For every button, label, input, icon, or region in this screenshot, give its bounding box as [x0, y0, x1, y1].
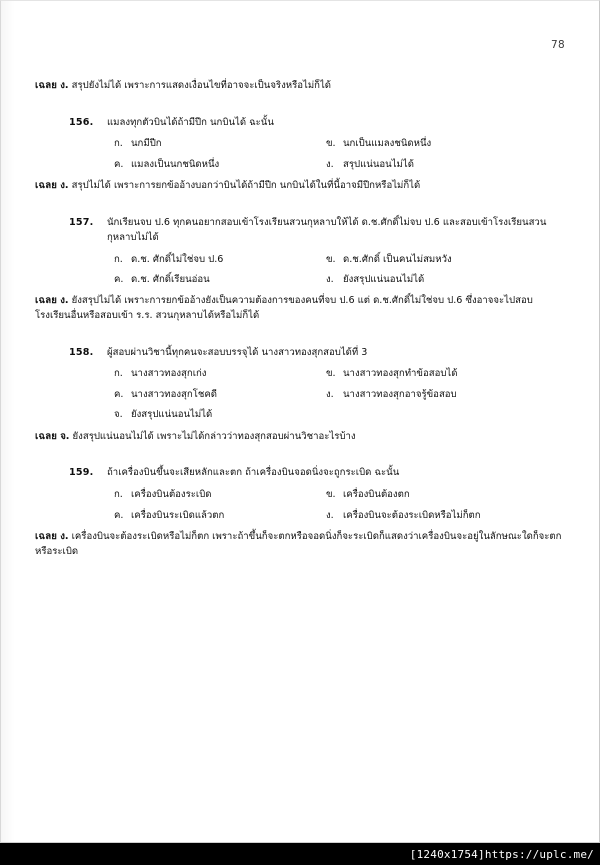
question-block: [35, 216, 567, 324]
choice-option-c[interactable]: [114, 509, 323, 522]
choice-row: [114, 367, 567, 380]
page-number: 78: [551, 39, 565, 51]
choice-label: ข.: [326, 138, 336, 150]
choice-option-c[interactable]: [114, 273, 323, 286]
question-stem: แมลงทุกตัวบินได้ถ้ามีปีก นกบินได้ ฉะนั้น: [107, 116, 274, 128]
choice-row: [114, 158, 567, 171]
choice-label: ก.: [114, 489, 123, 501]
question-block: [35, 466, 567, 559]
choice-text: นกเป็นแมลงชนิดหนึ่ง: [343, 138, 432, 150]
choice-label: ค.: [114, 274, 124, 285]
answer-explanation-text: สรุปยังไม่ได้ เพราะการแสดงเงื่อนไขที่อาจจะเป็นจริงหรือไม่ก็ได้: [71, 80, 332, 91]
choice-row: [114, 509, 567, 522]
choice-label: ง.: [326, 388, 334, 400]
page-content: [1, 79, 600, 559]
answer-explanation-text: สรุปไม่ได้ เพราะการยกข้ออ้างบอกว่าบินได้ถ้ามีปีก นกบินได้ในที่นี้อาจมีปีกหรือไม่ก็ได้: [71, 180, 421, 192]
choice-text: แมลงเป็นนกชนิดหนึ่ง: [131, 158, 220, 170]
choice-text: เครื่องบินต้องตก: [343, 489, 410, 501]
choice-row: [114, 253, 567, 266]
choice-label: ข.: [326, 253, 336, 265]
question-heading: [69, 216, 567, 246]
choice-list: [114, 367, 567, 421]
choice-text: สรุปแน่นอนไม่ได้: [343, 158, 414, 170]
question-number: 157.: [69, 216, 94, 228]
question-heading: [69, 346, 567, 361]
choice-label: จ.: [114, 409, 123, 421]
choice-row: [114, 488, 567, 501]
choice-option-c[interactable]: [114, 388, 323, 401]
choice-option-b[interactable]: [323, 253, 567, 266]
choice-row: [114, 388, 567, 401]
choice-option-d[interactable]: [323, 158, 567, 171]
answer-lead-label: เฉลย: [35, 295, 58, 307]
answer-explanation-text: ยังสรุปไม่ได้ เพราะการยกข้ออ้างยังเป็นความต้องการของคนที่จบ ป.6 แต่ ด.ช.ศักดิ์ไม่ใช่จบ ป.6 ซึ่งอาจจะไปสอบโรงเรียนอื่นหรือสอบเข้า ร.ร. สวนกุหลาบได้หรือไม่ก็ได้: [35, 295, 533, 321]
answer-explanation: [35, 530, 567, 559]
choice-label: ค.: [114, 158, 124, 170]
question-heading: [69, 116, 567, 131]
choice-text: นางสาวทองสุกโชคดี: [131, 388, 218, 400]
answer-choice-key: จ.: [60, 430, 70, 442]
question-stem: ถ้าเครื่องบินขึ้นจะเสียหลักและตก ถ้าเครื่องบินจอดนิ่งจะถูกระเบิด ฉะนั้น: [107, 467, 400, 479]
choice-option-d[interactable]: [323, 273, 567, 286]
answer-lead-label: เฉลย: [35, 180, 58, 192]
question-number: 159.: [69, 467, 94, 479]
choice-text: ยังสรุปแน่นอนไม่ได้: [343, 274, 425, 285]
answer-explanation-text: เครื่องบินจะต้องระเบิดหรือไม่ก็ตก เพราะถ้าขึ้นก็จะตกหรือจอดนิ่งก็จะระเบิดก็แสดงว่าเครื่องบินจะอยู่ในลักษณะใดก็จะตกหรือระเบิด: [35, 530, 562, 557]
choice-list: [114, 137, 567, 171]
question-block: [35, 116, 567, 194]
choice-text: ยังสรุปแน่นอนไม่ได้: [131, 409, 213, 421]
answer-choice-key: ง.: [60, 80, 69, 91]
choice-label: ก.: [114, 253, 123, 265]
choice-row: [114, 137, 567, 150]
choice-label: ก.: [114, 368, 123, 380]
choice-label: ง.: [326, 158, 334, 170]
choice-option-b[interactable]: [323, 367, 567, 380]
answer-explanation-text: ยังสรุปแน่นอนไม่ได้ เพราะไม่ได้กล่าวว่าทองสุกสอบผ่านวิชาอะไรบ้าง: [72, 430, 356, 442]
choice-list: [114, 488, 567, 522]
choice-option-a[interactable]: [114, 367, 323, 380]
choice-option-c[interactable]: [114, 158, 323, 171]
question-heading: [69, 466, 567, 481]
question-stem: ผู้สอบผ่านวิชานี้ทุกคนจะสอบบรรจุได้ นางสาวทองสุกสอบได้ที่ 3: [107, 346, 368, 358]
answer-choice-key: ง.: [60, 180, 69, 192]
choice-text: เครื่องบินจะต้องระเบิดหรือไม่ก็ตก: [343, 509, 481, 521]
choice-option-d[interactable]: [323, 509, 567, 522]
watermark-text: [1240x1754]https://uplc.me/: [409, 847, 594, 861]
choice-text: ด.ช. ศักดิ์ไม่ใช่จบ ป.6: [131, 253, 224, 265]
choice-text: เครื่องบินต้องระเบิด: [131, 489, 212, 501]
answer-explanation-carryover: [35, 79, 567, 94]
choice-option-a[interactable]: [114, 253, 323, 266]
choice-option-b[interactable]: [323, 137, 567, 150]
choice-option-a[interactable]: [114, 488, 323, 501]
question-block: [35, 346, 567, 445]
choice-label: ง.: [326, 274, 334, 285]
answer-choice-key: ง.: [60, 530, 69, 542]
question-stem: นักเรียนจบ ป.6 ทุกคนอยากสอบเข้าโรงเรียนสวนกุหลาบให้ได้ ด.ช.ศักดิ์ไม่จบ ป.6 และสอบเข้าโรงเรียนสวนกุหลาบไม่ได้: [107, 216, 547, 243]
watermark-bar: [0, 843, 600, 865]
answer-explanation: [35, 179, 567, 194]
choice-text: ด.ช.ศักดิ์ เป็นคนไม่สมหวัง: [343, 253, 452, 265]
choice-text: นางสาวทองสุกทำข้อสอบได้: [343, 368, 458, 380]
choice-option-e[interactable]: [114, 408, 567, 421]
choice-label: ค.: [114, 388, 124, 400]
choice-list: [114, 253, 567, 287]
choice-row: [114, 408, 567, 421]
answer-explanation: [35, 294, 567, 323]
choice-label: ก.: [114, 138, 123, 150]
choice-label: ข.: [326, 368, 336, 380]
choice-label: ค.: [114, 509, 124, 521]
choice-text: ด.ช. ศักดิ์เรียนอ่อน: [131, 274, 210, 285]
choice-row: [114, 273, 567, 286]
choice-label: ง.: [326, 509, 334, 521]
answer-lead-label: เฉลย: [35, 530, 58, 542]
choice-option-b[interactable]: [323, 488, 567, 501]
choice-text: เครื่องบินระเบิดแล้วตก: [131, 509, 225, 521]
answer-explanation: [35, 430, 567, 445]
choice-text: นางสาวทองสุกเก่ง: [131, 368, 207, 380]
choice-text: นางสาวทองสุกอาจรู้ข้อสอบ: [343, 388, 457, 400]
choice-label: ข.: [326, 489, 336, 501]
answer-lead-label: เฉลย: [35, 80, 58, 91]
choice-text: นกมีปีก: [131, 138, 162, 150]
question-number: 156.: [69, 116, 94, 128]
question-number: 158.: [69, 346, 94, 358]
choice-option-d[interactable]: [323, 388, 567, 401]
choice-option-a[interactable]: [114, 137, 323, 150]
answer-choice-key: ง.: [60, 295, 69, 307]
answer-lead-label: เฉลย: [35, 430, 58, 442]
